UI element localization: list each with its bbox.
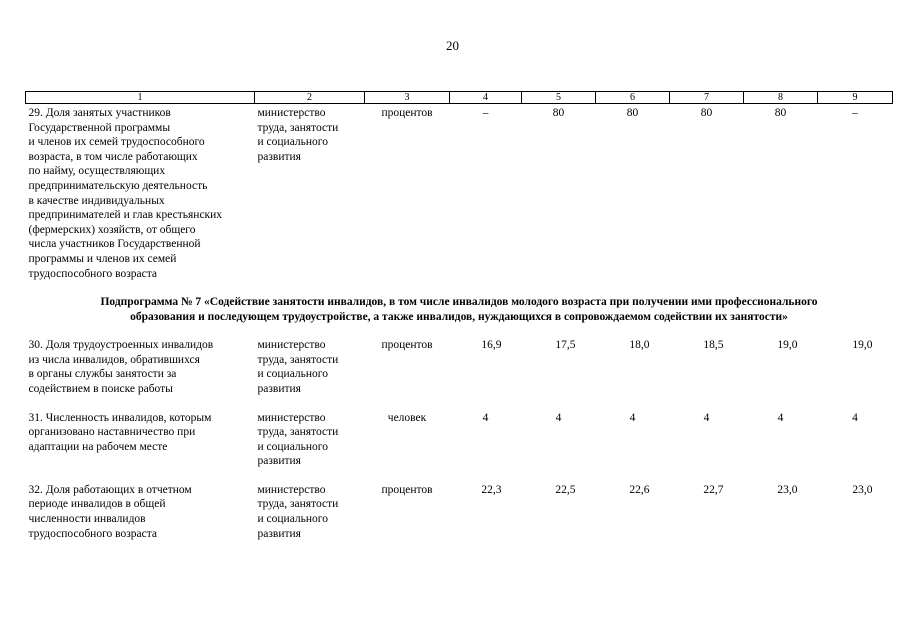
row-spacer [26,469,893,483]
value-cell: 80 [774,107,787,119]
text-line: программы и членов их семей [28,252,177,265]
text-line: министерство [257,107,326,119]
table-row [26,104,893,282]
unit-cell: процентов [381,483,433,496]
indicator-name [26,104,255,282]
text-line: и членов их семей трудоспособного [28,136,205,149]
value-cell: 23,0 [852,483,873,496]
value-cell: 19,0 [852,339,873,352]
page-number: 20 [446,38,459,53]
responsible-ministry [255,338,365,396]
text-line: развития [257,150,301,163]
text-line: развития [257,382,301,395]
subprogram-title-line: образования и последующем трудоустройстве, а также инвалидов, нуждающихся в сопровождаемом содействии их занятости» [130,311,788,324]
indicators-table [25,91,893,541]
value-cell: 22,3 [481,483,502,496]
text-line: и социального [257,440,328,453]
subprogram-heading [26,281,893,338]
text-line: предпринимательскую деятельность [28,179,208,192]
text-line: труда, занятости [257,498,339,511]
text-line: из числа инвалидов, обратившихся [28,353,200,366]
spacer-cell [26,397,893,411]
value-cell: 22,6 [629,483,650,496]
column-header: 2 [255,92,365,104]
text-line: содействием в поиске работы [28,382,173,395]
value-cell: 4 [555,411,562,424]
value-cell: 17,5 [555,339,576,352]
responsible-ministry [255,411,365,469]
table-row [26,411,893,469]
text-line: 32. Доля работающих в отчетном [28,483,192,496]
text-line: по найму, осуществляющих [28,165,166,178]
subprogram-title-line: Подпрограмма № 7 «Содействие занятости инвалидов, в том числе инвалидов молодого возраста при получении ими профессионального [100,296,818,309]
text-line: и социального [257,513,328,526]
text-line: периоде инвалидов в общей [28,498,166,511]
value-cell: – [852,107,858,119]
value-cell: 23,0 [777,483,798,496]
text-line: развития [257,455,301,468]
text-line: трудоспособного возраста [28,267,158,280]
unit-cell: человек [387,411,427,424]
text-line: (фермерских) хозяйств, от общего [28,223,196,236]
text-line: возраста, в том числе работающих [28,150,198,163]
indicator-name [26,338,255,396]
text-line: в качестве индивидуальных [28,194,165,207]
text-line: предпринимателей и глав крестьянских [28,209,223,222]
text-line: труда, занятости [257,121,339,134]
text-line: в органы службы занятости за [28,368,177,381]
text-line: 30. Доля трудоустроенных инвалидов [28,339,214,352]
value-cell: 19,0 [777,339,798,352]
column-header: 8 [744,92,818,104]
column-header: 5 [522,92,596,104]
text-line: числа участников Государственной [28,238,201,251]
responsible-ministry [255,483,365,541]
text-line: адаптации на рабочем месте [28,440,168,453]
value-cell: 22,7 [703,483,724,496]
text-line: и социального [257,368,328,381]
value-cell: 18,5 [703,339,724,352]
text-line: Государственной программы [28,121,171,134]
value-cell: 16,9 [481,339,502,352]
value-cell: – [482,107,489,119]
text-line: и социального [257,136,328,149]
subprogram-heading-row [26,281,893,338]
text-line: организовано наставничество при [28,426,196,439]
column-header: 3 [365,92,450,104]
text-line: численности инвалидов [28,513,146,526]
spacer-cell [26,469,893,483]
text-line: министерство [257,411,326,424]
value-cell: 22,5 [555,483,576,496]
row-spacer [26,397,893,411]
value-cell: 18,0 [629,339,650,352]
text-line: министерство [257,339,326,352]
table-row [26,483,893,541]
text-line: трудоспособного возраста [28,527,158,540]
text-line: министерство [257,483,326,496]
indicator-name [26,483,255,541]
column-numbers-row [26,92,893,104]
text-line: развития [257,527,301,540]
value-cell: 80 [552,107,565,119]
text-line: труда, занятости [257,426,339,439]
value-cell: 4 [777,411,784,424]
text-line: труда, занятости [257,353,339,366]
column-header: 9 [818,92,893,104]
value-cell: 4 [703,411,710,424]
column-header: 1 [26,92,255,104]
unit-cell: процентов [381,339,433,352]
value-cell: 80 [700,107,713,119]
text-line: 31. Численность инвалидов, которым [28,411,212,424]
responsible-ministry [255,104,365,282]
value-cell: 4 [482,411,489,424]
value-cell: 4 [852,411,858,424]
column-header: 6 [596,92,670,104]
value-cell: 80 [626,107,639,119]
column-header: 4 [450,92,522,104]
value-cell: 4 [629,411,636,424]
text-line: 29. Доля занятых участников [28,107,171,119]
unit-cell: процентов [381,107,433,119]
column-header: 7 [670,92,744,104]
table-row [26,338,893,396]
indicator-name [26,411,255,469]
